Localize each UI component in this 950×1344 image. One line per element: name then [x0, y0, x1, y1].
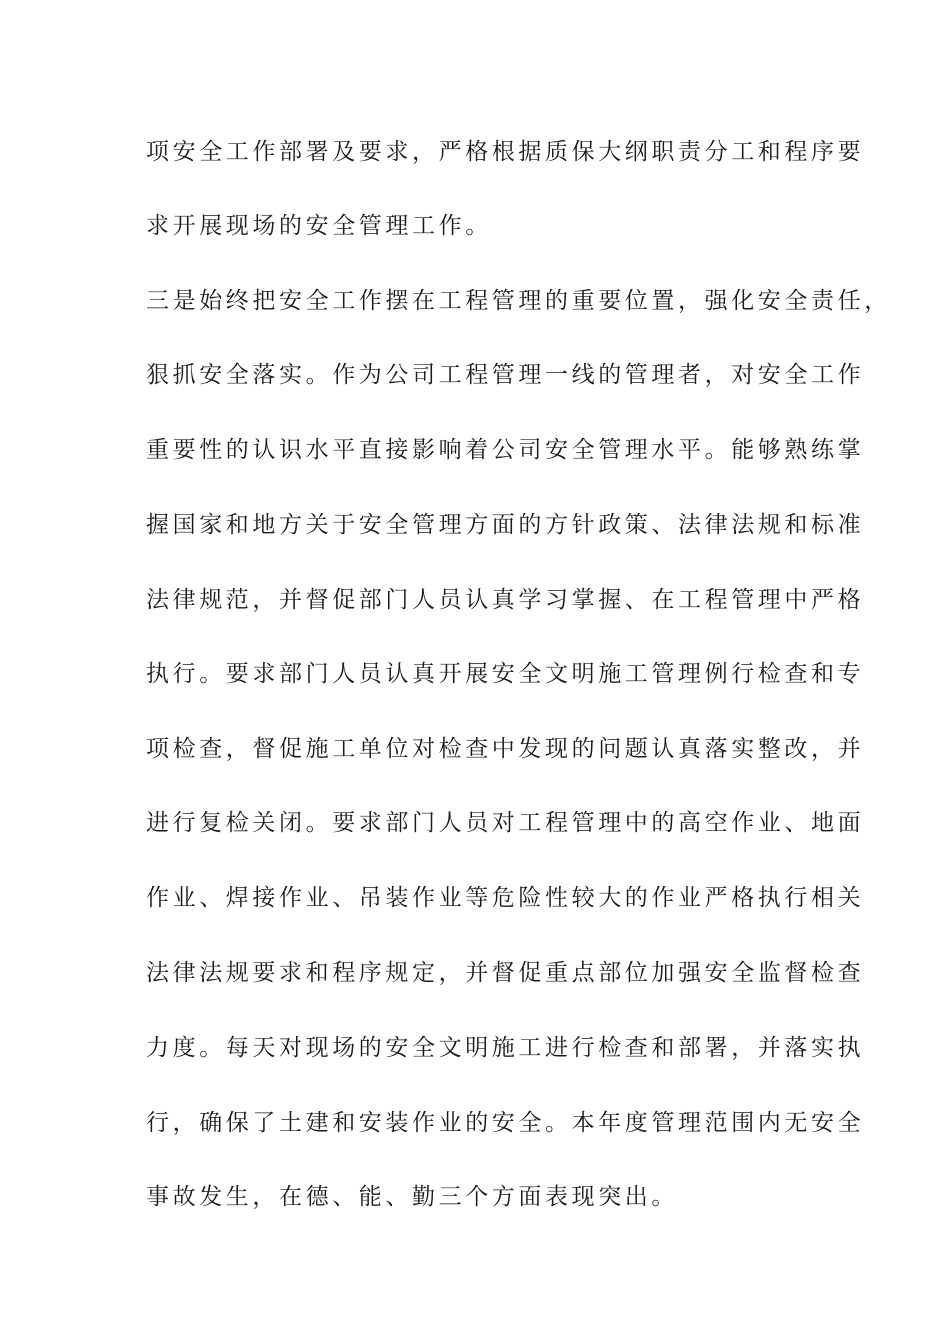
- text-line: 作业、焊接作业、吊装作业等危险性较大的作业严格执行相关: [146, 885, 865, 911]
- text-line: 事故发生，在德、能、勤三个方面表现突出。: [146, 1184, 678, 1210]
- text-line: 行，确保了土建和安装作业的安全。本年度管理范围内无安全: [146, 1110, 865, 1136]
- text-line: 法律法规要求和程序规定，并督促重点部位加强安全监督检查: [146, 960, 865, 986]
- text-line: 执行。要求部门人员认真开展安全文明施工管理例行检查和专: [146, 661, 865, 687]
- text-line: 三是始终把安全工作摆在工程管理的重要位置，强化安全责任，: [146, 288, 891, 314]
- text-line: 项检查，督促施工单位对检查中发现的问题认真落实整改，并: [146, 736, 865, 762]
- text-line: 进行复检关闭。要求部门人员对工程管理中的高空作业、地面: [146, 810, 865, 836]
- text-line: 重要性的认识水平直接影响着公司安全管理水平。能够熟练掌: [146, 437, 865, 463]
- text-line: 法律规范，并督促部门人员认真学习掌握、在工程管理中严格: [146, 587, 865, 613]
- text-line: 项安全工作部署及要求，严格根据质保大纲职责分工和程序要: [146, 139, 865, 165]
- text-line: 狠抓安全落实。作为公司工程管理一线的管理者，对安全工作: [146, 362, 865, 388]
- text-line: 求开展现场的安全管理工作。: [146, 213, 492, 239]
- text-line: 握国家和地方关于安全管理方面的方针政策、法律法规和标准: [146, 512, 865, 538]
- text-line: 力度。每天对现场的安全文明施工进行检查和部署，并落实执: [146, 1035, 865, 1061]
